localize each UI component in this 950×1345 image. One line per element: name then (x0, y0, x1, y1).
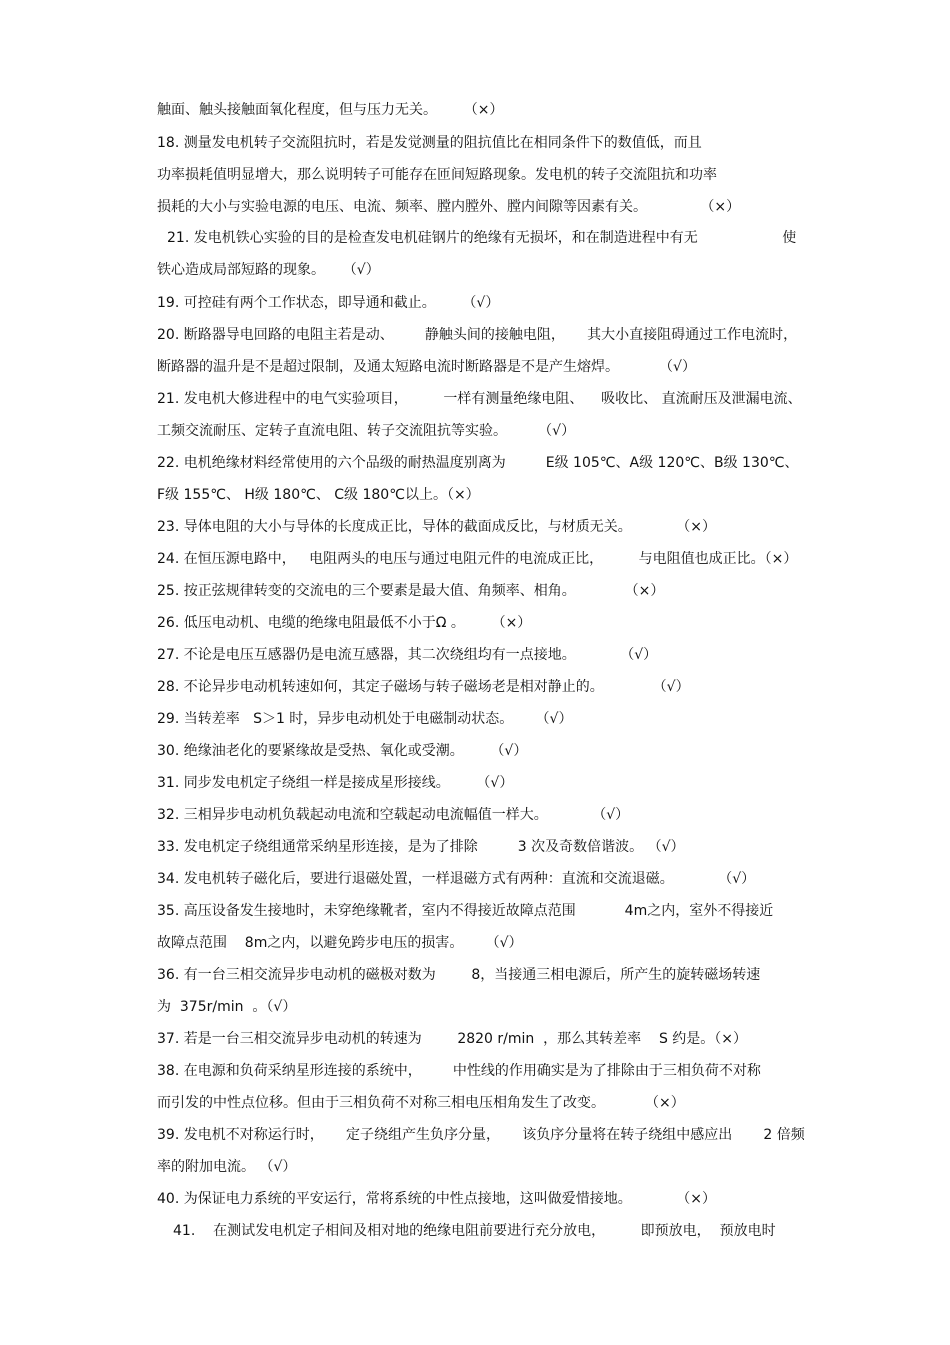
text-line-3: 功率损耗值明显增大，那么说明转子可能存在匝间短路现象。发电机的转子交流阻抗和功率 (157, 167, 717, 183)
text-line-6: 铁心造成局部短路的现象。 （√） (157, 262, 380, 278)
text-line-18: 27. 不论是电压互感器仍是电流互感器，其二次绕组均有一点接地。 （√） (157, 647, 658, 663)
text-line-33: 39. 发电机不对称运行时， 定子绕组产生负序分量， 该负序分量将在转子绕组中感应出 2 倍频 (157, 1127, 805, 1143)
text-line-13: F级 155℃、 H级 180℃、 C级 180℃以上。（×） (157, 487, 480, 503)
text-line-10: 21. 发电机大修进程中的电气实验项目， 一样有测量绝缘电阻、 吸收比、 直流耐压及泄漏电流、 (157, 391, 802, 407)
text-line-12: 22. 电机绝缘材料经常使用的六个品级的耐热温度别离为 E级 105℃、A级 120℃、B级 130℃、 (157, 455, 799, 471)
text-line-5: 21. 发电机铁心实验的目的是检查发电机硅钢片的绝缘有无损坏，和在制造进程中有无 使 (167, 230, 797, 246)
text-line-16: 25. 按正弦规律转变的交流电的三个要素是最大值、角频率、相角。 （×） (157, 583, 665, 599)
text-line-27: 故障点范围 8m之内，以避免跨步电压的损害。 （√） (157, 935, 523, 951)
text-line-2: 18. 测量发电机转子交流阻抗时，若是发觉测量的阻抗值比在相同条件下的数值低，而且 (157, 135, 702, 151)
text-line-15: 24. 在恒压源电路中， 电阻两头的电压与通过电阻元件的电流成正比， 与电阻值也成正比。（×） (157, 551, 798, 567)
text-line-26: 35. 高压设备发生接地时，未穿绝缘靴者，室内不得接近故障点范围 4m之内，室外不得接近 (157, 903, 774, 919)
text-line-20: 29. 当转差率 S＞1 时，异步电动机处于电磁制动状态。 （√） (157, 711, 573, 727)
text-line-17: 26. 低压电动机、电缆的绝缘电阻最低不小于Ω 。 （×） (157, 615, 532, 631)
text-line-29: 为 375r/min 。（√） (157, 999, 297, 1015)
text-line-1: 触面、触头接触面氧化程度，但与压力无关。 （×） (157, 102, 504, 118)
text-line-34: 率的附加电流。 （√） (157, 1159, 297, 1175)
text-line-14: 23. 导体电阻的大小与导体的长度成正比，导体的截面成反比，与材质无关。 （×） (157, 519, 716, 535)
text-line-11: 工频交流耐压、定转子直流电阻、转子交流阻抗等实验。 （√） (157, 423, 576, 439)
text-line-25: 34. 发电机转子磁化后，要进行退磁处置，一样退磁方式有两种：直流和交流退磁。 （√） (157, 871, 756, 887)
text-line-30: 37. 若是一台三相交流异步电动机的转速为 2820 r/min ，那么其转差率 S 约是。（×） (157, 1031, 748, 1047)
text-line-28: 36. 有一台三相交流异步电动机的磁极对数为 8，当接通三相电源后，所产生的旋转磁场转速 (157, 967, 761, 983)
text-line-9: 断路器的温升是不是超过限制，及通太短路电流时断路器是不是产生熔焊。 （√） (157, 359, 696, 375)
text-line-4: 损耗的大小与实验电源的电压、电流、频率、膛内膛外、膛内间隙等因素有关。 （×） (157, 199, 741, 215)
text-line-21: 30. 绝缘油老化的要紧缘故是受热、氧化或受潮。 （√） (157, 743, 528, 759)
text-line-32: 而引发的中性点位移。但由于三相负荷不对称三相电压相角发生了改变。 （×） (157, 1095, 685, 1111)
text-line-36: 41. 在测试发电机定子相间及相对地的绝缘电阻前要进行充分放电， 即预放电， 预放电时 (173, 1223, 776, 1239)
text-line-35: 40. 为保证电力系统的平安运行，常将系统的中性点接地，这叫做爱惜接地。 （×） (157, 1191, 716, 1207)
text-line-7: 19. 可控硅有两个工作状态，即导通和截止。 （√） (157, 295, 500, 311)
text-line-31: 38. 在电源和负荷采纳星形连接的系统中， 中性线的作用确实是为了排除由于三相负荷不对称 (157, 1063, 761, 1079)
text-line-8: 20. 断路器导电回路的电阻主若是动、 静触头间的接触电阻， 其大小直接阻碍通过工作电流时， (157, 327, 798, 343)
text-line-23: 32. 三相异步电动机负载起动电流和空载起动电流幅值一样大。 （√） (157, 807, 630, 823)
text-line-22: 31. 同步发电机定子绕组一样是接成星形接线。 （√） (157, 775, 514, 791)
text-line-19: 28. 不论异步电动机转速如何，其定子磁场与转子磁场老是相对静止的。 （√） (157, 679, 690, 695)
text-line-24: 33. 发电机定子绕组通常采纳星形连接，是为了排除 3 次及奇数倍谐波。 （√） (157, 839, 685, 855)
